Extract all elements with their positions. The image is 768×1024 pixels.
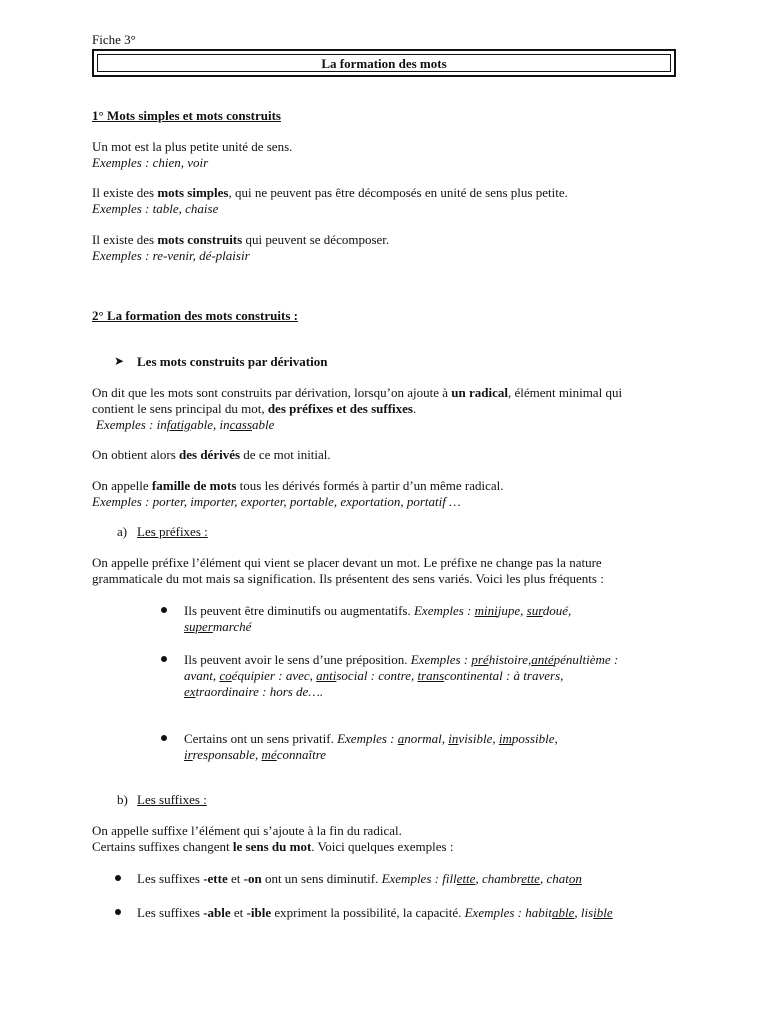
title-frame xyxy=(92,49,676,77)
list-item: Certains ont un sens privatif. Exemples : anormal, invisible, impossible, xyxy=(184,731,558,746)
suffixes-title: Les suffixes : xyxy=(137,792,207,807)
word-family-text: On appelle famille de mots tous les dérivés formés à partir d’un même radical. xyxy=(92,478,504,493)
derivation-subheading: Les mots construits par dérivation xyxy=(137,354,328,369)
list-item-cont: avant, coéquipier : avec, antisocial : contre, transcontinental : à travers, xyxy=(184,668,564,683)
bullet-icon xyxy=(161,656,167,662)
list-marker-a: a) xyxy=(117,524,128,539)
constructed-words-text: Il existe des mots construits qui peuvent se décomposer. xyxy=(92,232,390,247)
example-line: Exemples : porter, importer, exporter, portable, exportation, portatif … xyxy=(92,494,461,509)
bullet-icon xyxy=(161,735,167,741)
section-1-heading: 1° Mots simples et mots construits xyxy=(92,108,281,123)
prefix-definition-cont: grammaticale du mot mais sa signification. Ils présentent des sens variés. Voici les plus fréquents : xyxy=(92,571,604,586)
list-item-cont: irresponsable, méconnaître xyxy=(184,747,327,762)
bullet-icon xyxy=(161,607,167,613)
list-item: Les suffixes -ette et -on ont un sens diminutif. Exemples : fillette, chambrette, chaton xyxy=(137,871,582,886)
page-title: La formation des mots xyxy=(97,54,671,72)
list-item: Ils peuvent être diminutifs ou augmentatifs. Exemples : minijupe, surdoué, xyxy=(184,603,572,618)
bullet-icon xyxy=(115,909,121,915)
derivation-text: On dit que les mots sont construits par dérivation, lorsqu’on ajoute à un radical, élément minimal qui xyxy=(92,385,623,400)
example-line: Exemples : chien, voir xyxy=(92,155,209,170)
section-2-heading: 2° La formation des mots construits : xyxy=(92,308,298,323)
example-line: Exemples : table, chaise xyxy=(92,201,219,216)
suffix-definition-cont: Certains suffixes changent le sens du mot. Voici quelques exemples : xyxy=(92,839,454,854)
list-marker-b: b) xyxy=(117,792,128,807)
list-item: Ils peuvent avoir le sens d’une préposition. Exemples : préhistoire,antépénultième : xyxy=(184,652,619,667)
arrow-bullet-icon: ➤ xyxy=(114,354,125,368)
list-item-cont: supermarché xyxy=(184,619,252,634)
derivation-text-cont: contient le sens principal du mot, des préfixes et des suffixes. xyxy=(92,401,417,416)
suffix-definition: On appelle suffixe l’élément qui s’ajoute à la fin du radical. xyxy=(92,823,402,838)
list-item: Les suffixes -able et -ible expriment la possibilité, la capacité. Exemples : habitable, lisible xyxy=(137,905,613,920)
definition-text: Un mot est la plus petite unité de sens. xyxy=(92,139,293,154)
prefixes-title: Les préfixes : xyxy=(137,524,208,539)
sheet-label: Fiche 3° xyxy=(92,32,136,47)
list-item-cont: extraordinaire : hors de…. xyxy=(184,684,324,699)
prefix-definition: On appelle préfixe l’élément qui vient se placer devant un mot. Le préfixe ne change pas la nature xyxy=(92,555,602,570)
bullet-icon xyxy=(115,875,121,881)
derived-text: On obtient alors des dérivés de ce mot initial. xyxy=(92,447,331,462)
simple-words-text: Il existe des mots simples, qui ne peuvent pas être décomposés en unité de sens plus petite. xyxy=(92,185,568,200)
example-line: Exemples : re-venir, dé-plaisir xyxy=(92,248,250,263)
example-line: Exemples : infatigable, incassable xyxy=(96,417,275,432)
